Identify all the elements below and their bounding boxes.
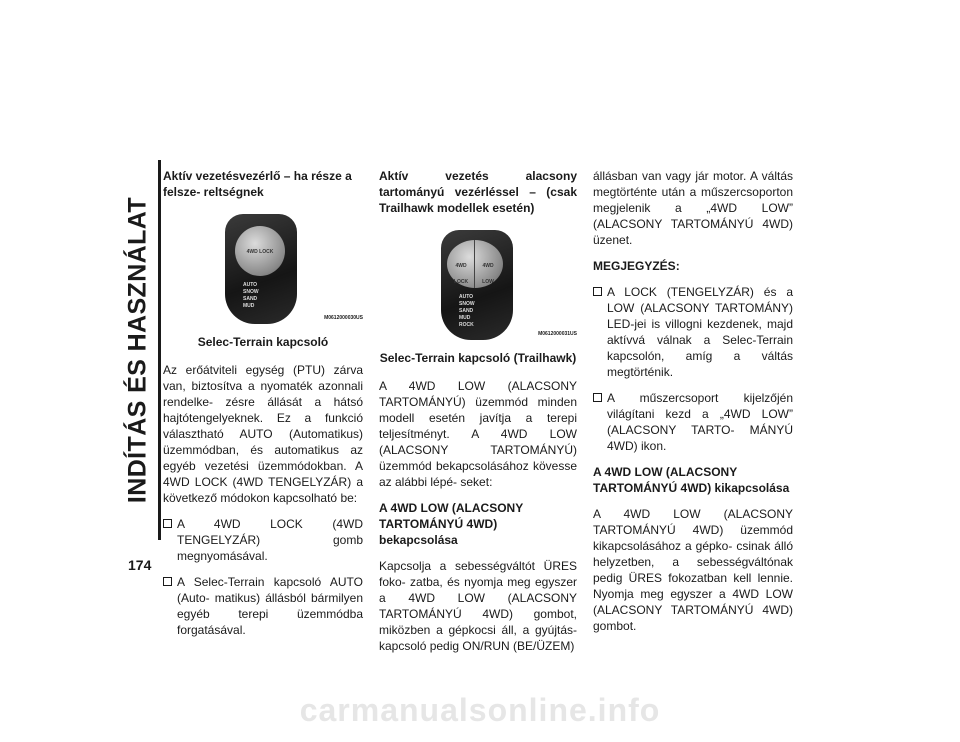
mode-label: SAND (243, 296, 258, 302)
paragraph: állásban van vagy jár motor. A váltás megtörténte után a műszercsoporton megjelenik a „4WD LOW” (ALACSONY TARTOMÁNYÚ 4WD) üzenet. (593, 169, 793, 247)
paragraph: A 4WD LOW (ALACSONY TARTOMÁNYÚ 4WD) üzemmód kikapcsolásához a gépko- csinak álló helyzetben, a sebességváltónak pedig ÜRES fokozatban kell lennie. Nyomja meg egyszer a 4WD LOW (ALACSONY TARTOMÁNYÚ 4WD) gombot. (593, 507, 793, 633)
heading-active-drive: Aktív vezetésvezérlő – ha része a felsze- reltségnek (163, 169, 352, 199)
knob-label: 4WD LOCK (246, 249, 274, 255)
bullet-text: A 4WD LOCK (4WD TENGELYZÁR) gomb megnyomásával. (177, 517, 363, 563)
knob-label-right: 4WD LOW (482, 263, 494, 285)
mode-label: SNOW (459, 301, 475, 307)
figure-caption: Selec-Terrain kapcsoló (197, 335, 329, 349)
column-3 (593, 168, 793, 644)
mode-label: SAND (459, 308, 474, 314)
bullet-item (593, 390, 793, 454)
watermark: carmanualsonline.info (299, 692, 661, 728)
knob-divider (474, 240, 475, 288)
figure-selec-terrain-trailhawk (379, 226, 577, 346)
mode-label: MUD (243, 303, 255, 309)
bullet-text: A LOCK (TENGELYZÁR) és a LOW (ALACSONY TARTOMÁNY) LED-jei is villogni kezdenek, majd aktívvá válnak a Selec-Terrain kapcsolón, amíg a váltás megtörténik. (607, 285, 793, 379)
figure-selec-terrain (163, 210, 363, 330)
column-1 (163, 168, 363, 648)
column-2 (379, 168, 577, 664)
mode-label: AUTO (243, 282, 258, 288)
figure-caption: Selec-Terrain kapcsoló (Trailhawk) (379, 351, 577, 365)
note-heading: MEGJEGYZÉS: (593, 259, 680, 273)
mode-label: AUTO (459, 294, 474, 300)
checkbox-bullet-icon (593, 287, 602, 296)
mode-label: ROCK (459, 322, 474, 328)
heading-engage-low: A 4WD LOW (ALACSONY TARTOMÁNYÚ 4WD) bekapcsolása (379, 501, 523, 547)
bullet-text: A műszercsoport kijelzőjén világítani kezd a „4WD LOW” (ALACSONY TARTO- MÁNYÚ 4WD) ikon. (607, 391, 793, 453)
checkbox-bullet-icon (163, 519, 172, 528)
bullet-item (163, 574, 363, 638)
paragraph: Az erőátviteli egység (PTU) zárva van, biztosítva a nyomaték azonnali rendelke- zésre állását a hátsó hajtótengelyeknek. Ez a funkció választható AUTO (Automatikus) üzemmódban, és automatikus az egyéb vezetési üzemmódokban. A 4WD LOCK (4WD TENGELYZÁR) a következő módokon kapcsolható be: (163, 363, 363, 505)
heading-low-range: Aktív vezetés alacsony tartományú vezérléssel – (csak Trailhawk modellek esetén) (379, 169, 577, 215)
checkbox-bullet-icon (593, 393, 602, 402)
bullet-text: A Selec-Terrain kapcsoló AUTO (Auto- matikus) állásból bármilyen egyéb terepi üzemmódba forgatásával. (177, 575, 363, 637)
mode-label: MUD (459, 315, 471, 321)
page-number: 174 (128, 557, 152, 573)
figure-code: M0612000031US (538, 331, 577, 337)
paragraph: Kapcsolja a sebességváltót ÜRES foko- zatba, és nyomja meg egyszer a 4WD LOW (ALACSONY TARTOMÁNYÚ 4WD) gombot, miközben a gépkocsi áll, a gyújtás- kapcsoló pedig ON/RUN (BE/ÜZEM) (379, 559, 577, 653)
section-side-tab (118, 160, 161, 540)
paragraph: A 4WD LOW (ALACSONY TARTOMÁNYÚ) üzemmód minden modell esetén javítja a terepi teljesítményt. A 4WD LOW (ALACSONY TARTOMÁNYÚ) üzemmód bekapcsolásához kövesse az alábbi lépé- seket: (379, 379, 577, 489)
figure-code: M0612000030US (324, 315, 363, 321)
bullet-item (163, 516, 363, 564)
knob-label-left: 4WD LOCK (453, 263, 469, 285)
checkbox-bullet-icon (163, 577, 172, 586)
mode-label: SNOW (243, 289, 259, 295)
heading-disengage-low: A 4WD LOW (ALACSONY TARTOMÁNYÚ 4WD) kikapcsolása (593, 465, 790, 495)
section-title: INDÍTÁS ÉS HASZNÁLAT (123, 196, 152, 504)
bullet-item (593, 284, 793, 380)
